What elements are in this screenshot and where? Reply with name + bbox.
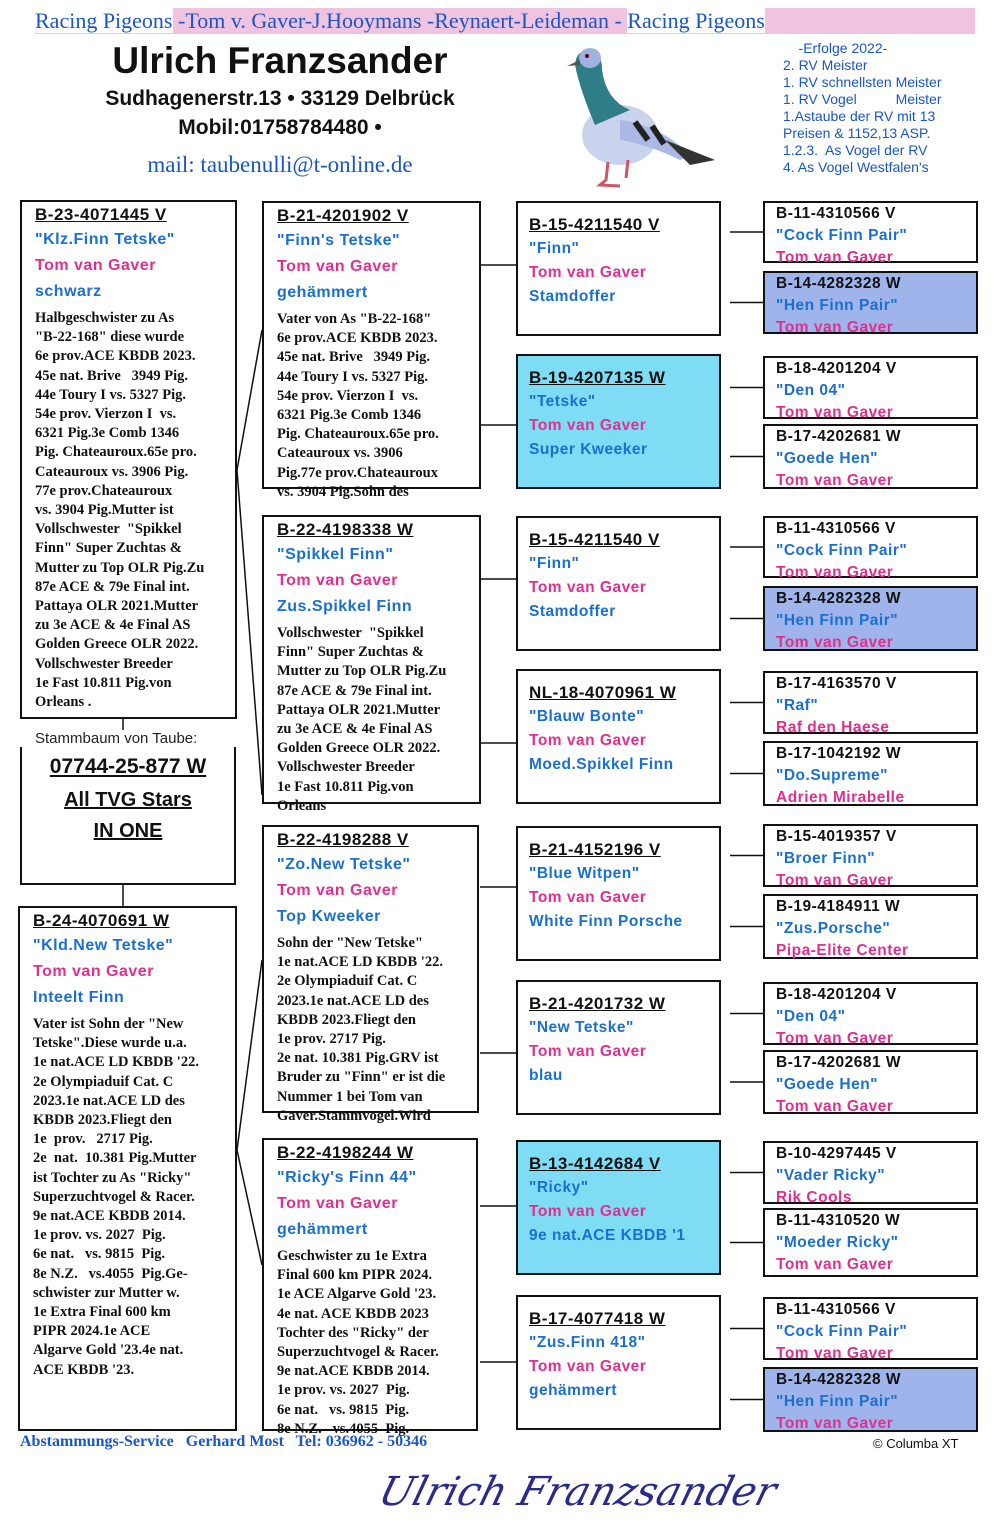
- pedigree-notes: Vollschwester "Spikkel Finn" Super Zuchtas & Mutter zu Top OLR Pig.Zu 87e ACE & 79e Final int. Pattaya OLR 2021.Mutter zu 3e ACE & 4e Final AS Golden Greece OLR 2022. Vollschwester Breeder 1e Fast 10.811 Pig.von Orleans: [277, 625, 447, 814]
- pedigree-card: [516, 669, 721, 804]
- pedigree-card: [763, 982, 978, 1045]
- pigeon-name: "Broer Finn": [776, 850, 876, 867]
- signature: [373, 1455, 785, 1530]
- pigeon-color: Inteelt Finn: [33, 989, 125, 1006]
- ring-number: B-17-4202681 W: [776, 428, 902, 445]
- breeder-name: Tom van Gaver: [776, 472, 894, 489]
- ring-number: B-18-4201204 V: [776, 986, 897, 1003]
- breeder-name: Tom van Gaver: [776, 404, 894, 421]
- breeder-name: Tom van Gaver: [529, 732, 647, 749]
- subject-label: Stammbaum von Taube:: [32, 730, 200, 747]
- pigeon-name: "Hen Finn Pair": [776, 297, 899, 314]
- pigeon-color: Zus.Spikkel Finn: [277, 598, 413, 615]
- pedigree-card: [262, 201, 481, 500]
- pigeon-name: "Goede Hen": [776, 450, 879, 467]
- pedigree-card: [763, 1367, 978, 1432]
- breeder-name: Tom van Gaver: [776, 1256, 894, 1273]
- pigeon-name: "New Tetske": [529, 1019, 634, 1036]
- breeder-name: Rik Cools: [776, 1189, 852, 1206]
- banner-right: Racing Pigeons: [627, 8, 765, 33]
- breeder-name: Adrien Mirabelle: [776, 789, 905, 806]
- copyright: © Columba XT: [873, 1436, 959, 1451]
- connector-line: [237, 330, 262, 470]
- breeder-name: Tom van Gaver: [776, 249, 894, 266]
- pedigree-notes: Vater ist Sohn der "New Tetske".Diese wurde u.a. 1e nat.ACE LD KBDB '22. 2e Olympiaduif Cat. C 2023.1e nat.ACE LD des KBDB 2023.Fliegt den 1e prov. 2717 Pig. 2e nat. 10.381 Pig.Mutter ist Tochter zu As "Ricky" Superzuchtvogel & Racer. 9e nat.ACE KBDB 2014. 1e prov. vs. 2027 Pig. 6e nat. vs. 9815 Pig. 8e N.Z. vs.4055 Pig.Ge- schwister zur Mutter w. 1e Extra Final 600 km PIPR 2024.1e ACE Algarve Gold '23.4e nat. ACE KBDB '23.: [33, 1016, 199, 1378]
- subject-box: [20, 747, 236, 885]
- ring-number: B-11-4310520 W: [776, 1212, 901, 1229]
- ring-number: B-11-4310566 V: [776, 205, 896, 222]
- subject-line2: IN ONE: [93, 820, 163, 842]
- ring-number: B-19-4184911 W: [776, 898, 901, 915]
- ring-number: B-18-4201204 V: [776, 360, 897, 377]
- pedigree-notes: Geschwister zu 1e Extra Final 600 km PIPR 2024. 1e ACE Algarve Gold '23. 4e nat. ACE KBDB 2023 Tochter des "Ricky" der Superzuchtvogel & Racer. 9e nat.ACE KBDB 2014. 1e prov. vs. 2027 Pig. 6e nat. vs. 9815 Pig. 8e N.Z. vs.4055 Pig.: [277, 1248, 439, 1437]
- pedigree-card: [516, 201, 721, 336]
- breeder-name: Tom van Gaver: [35, 257, 156, 274]
- ring-number: B-17-1042192 W: [776, 745, 902, 762]
- breeder-name: Tom van Gaver: [776, 564, 894, 581]
- ring-number: B-14-4282328 W: [776, 1371, 902, 1388]
- pedigree-card: [763, 516, 978, 581]
- pigeon-color: gehämmert: [277, 284, 368, 301]
- pigeon-name: "Blue Witpen": [529, 865, 640, 882]
- owner-mobile: Mobil:01758784480 •: [178, 116, 382, 139]
- breeder-name: Tom van Gaver: [277, 572, 398, 589]
- ring-number: B-24-4070691 W: [33, 911, 170, 930]
- pedigree-notes: Halbgeschwister zu As "B-22-168" diese wurde 6e prov.ACE KBDB 2023. 45e nat. Brive 3949 Pig. 44e Toury I vs. 5327 Pig. 54e prov. Vierzon I vs. 6321 Pig.3e Comb 1346 Pig. Chateauroux.65e pro. Cateauroux vs. 3906 Pig. 77e prov.Chateauroux vs. 3904 Pig.Mutter ist Vollschwester "Spikkel Finn" Super Zuchtas & Mutter zu Top OLR Pig.Zu 87e ACE & 79e Final int. Pattaya OLR 2021.Mutter zu 3e ACE & 4e Final AS Golden Greece OLR 2022. Vollschwester Breeder 1e Fast 10.811 Pig.von Orleans .: [35, 310, 205, 711]
- banner-middle: -Tom v. Gaver-J.Hooymans -Reynaert-Leideman -: [172, 8, 628, 33]
- ring-number: B-21-4201732 W: [529, 994, 666, 1013]
- pigeon-color: Top Kweeker: [277, 908, 381, 925]
- owner-name: Ulrich Franzsander: [112, 40, 448, 81]
- pedigree-card: [763, 424, 978, 489]
- pedigree-card: [516, 1140, 721, 1275]
- subject-line1: All TVG Stars: [64, 789, 192, 811]
- breeder-name: Tom van Gaver: [529, 1203, 647, 1220]
- pigeon-name: "Cock Finn Pair": [776, 227, 908, 244]
- ring-number: B-15-4211540 V: [529, 530, 660, 549]
- pigeon-name: "Kld.New Tetske": [33, 937, 174, 954]
- breeder-name: Tom van Gaver: [529, 1358, 647, 1375]
- pigeon-name: "Moeder Ricky": [776, 1234, 899, 1251]
- breeder-name: Tom van Gaver: [776, 1345, 894, 1362]
- pigeon-remark: blau: [529, 1067, 563, 1084]
- pigeon-name: "Finn": [529, 240, 580, 257]
- pedigree-card: [763, 1141, 978, 1204]
- pigeon-name: "Cock Finn Pair": [776, 1323, 908, 1340]
- pedigree-card: [262, 1138, 478, 1437]
- breeder-name: Tom van Gaver: [776, 872, 894, 889]
- pigeon-name: "Vader Ricky": [776, 1167, 886, 1184]
- ring-number: B-23-4071445 V: [35, 205, 167, 224]
- pedigree-card: [516, 980, 721, 1115]
- pigeon-name: "Spikkel Finn": [277, 546, 394, 563]
- pigeon-remark: Stamdoffer: [529, 288, 616, 305]
- breeder-name: Tom van Gaver: [33, 963, 154, 980]
- connector-line: [237, 960, 262, 1150]
- breeder-name: Raf den Haese: [776, 719, 890, 736]
- breeder-name: Tom van Gaver: [529, 579, 647, 596]
- pedigree-card: [763, 1208, 978, 1277]
- pigeon-remark: 9e nat.ACE KBDB '1: [529, 1227, 686, 1244]
- pigeon-name: "Raf": [776, 697, 819, 714]
- ring-number: B-17-4163570 V: [776, 675, 897, 692]
- ring-number: B-17-4202681 W: [776, 1054, 902, 1071]
- pigeon-name: "Goede Hen": [776, 1076, 879, 1093]
- pedigree-card: [763, 894, 978, 959]
- breeder-name: Tom van Gaver: [529, 889, 647, 906]
- achievements-list: -Erfolge 2022- 2. RV Meister 1. RV schnellsten Meister 1. RV Vogel Meister 1.Astaube der RV mit 13 Preisen & 1152,13 ASP. 1.2.3. As Vogel der RV 4. As Vogel Westfalen's: [783, 40, 942, 175]
- banner-left: Racing Pigeons: [35, 8, 173, 33]
- pedigree-card: [763, 1050, 978, 1114]
- breeder-name: Tom van Gaver: [529, 417, 647, 434]
- pedigree-card: [763, 201, 978, 266]
- subject-ring: 07744-25-877 W: [49, 755, 207, 778]
- breeder-name: Tom van Gaver: [776, 1415, 894, 1432]
- pigeon-name: "Zo.New Tetske": [277, 856, 411, 873]
- breeder-name: Tom van Gaver: [776, 1098, 894, 1115]
- ring-number: NL-18-4070961 W: [529, 683, 677, 702]
- pigeon-name: "Den 04": [776, 382, 846, 399]
- pigeon-name: "Hen Finn Pair": [776, 612, 899, 629]
- footer-service: Abstammungs-Service Gerhard Most Tel: 036962 - 50346: [20, 1433, 428, 1450]
- ring-number: B-21-4152196 V: [529, 840, 661, 859]
- breeder-name: Tom van Gaver: [529, 1043, 647, 1060]
- pedigree-card: [763, 586, 978, 651]
- pigeon-remark: White Finn Porsche: [529, 913, 683, 930]
- pigeon-name: "Klz.Finn Tetske": [35, 231, 175, 248]
- ring-number: B-15-4019357 V: [776, 828, 897, 845]
- owner-mail: mail: taubenulli@t-online.de: [147, 152, 413, 177]
- connector-line: [237, 470, 262, 795]
- pigeon-color: gehämmert: [277, 1221, 368, 1238]
- pedigree-card: [262, 515, 481, 814]
- pigeon-name: "Zus.Finn 418": [529, 1334, 646, 1351]
- ring-number: B-10-4297445 V: [776, 1145, 897, 1162]
- pedigree-card: [763, 1297, 978, 1360]
- pedigree-card: [763, 741, 978, 806]
- ring-number: B-21-4201902 V: [277, 206, 409, 225]
- pigeon-remark: gehämmert: [529, 1382, 618, 1399]
- pedigree-card: [763, 271, 978, 334]
- owner-address: Sudhagenerstr.13 • 33129 Delbrück: [105, 87, 455, 110]
- breeder-name: Tom van Gaver: [776, 634, 894, 651]
- pigeon-name: "Den 04": [776, 1008, 846, 1025]
- pedigree-card: [18, 906, 237, 1431]
- ring-number: B-22-4198244 W: [277, 1143, 414, 1162]
- pedigree-card: [262, 825, 479, 1124]
- breeder-name: Tom van Gaver: [776, 1030, 894, 1047]
- ring-number: B-11-4310566 V: [776, 1301, 896, 1318]
- pedigree-card: [20, 200, 237, 719]
- ring-number: B-17-4077418 W: [529, 1309, 666, 1328]
- pigeon-remark: Stamdoffer: [529, 603, 616, 620]
- breeder-name: Tom van Gaver: [776, 319, 894, 336]
- breeder-name: Tom van Gaver: [277, 1195, 398, 1212]
- pigeon-name: "Ricky": [529, 1179, 589, 1196]
- breeder-name: Pipa-Elite Center: [776, 942, 909, 959]
- ring-number: B-11-4310566 V: [776, 520, 896, 537]
- pedigree-card: [516, 1295, 721, 1430]
- breeder-name: Tom van Gaver: [277, 258, 398, 275]
- pigeon-name: "Ricky's Finn 44": [277, 1169, 417, 1186]
- pigeon-name: "Blauw Bonte": [529, 708, 645, 725]
- pigeon-name: "Zus.Porsche": [776, 920, 891, 937]
- pedigree-card: [516, 826, 721, 961]
- ring-number: B-22-4198288 V: [277, 830, 409, 849]
- pedigree-card: [516, 354, 721, 489]
- pigeon-color: schwarz: [35, 283, 102, 300]
- ring-number: B-14-4282328 W: [776, 590, 902, 607]
- pigeon-name: "Hen Finn Pair": [776, 1393, 899, 1410]
- pedigree-card: [763, 671, 978, 734]
- pigeon-name: "Finn": [529, 555, 580, 572]
- ring-number: B-14-4282328 W: [776, 275, 902, 292]
- ring-number: B-19-4207135 W: [529, 368, 666, 387]
- pedigree-notes: Vater von As "B-22-168" 6e prov.ACE KBDB 2023. 45e nat. Brive 3949 Pig. 44e Toury I vs. 5327 Pig. 54e prov. Vierzon I vs. 6321 Pig.3e Comb 1346 Pig. Chateauroux.65e pro. Cateauroux vs. 3906 Pig.77e prov.Chateauroux vs. 3904 Pig.Sohn des: [277, 311, 439, 500]
- pedigree-card: [763, 824, 978, 887]
- pedigree-card: [763, 356, 978, 419]
- breeder-name: Tom van Gaver: [529, 264, 647, 281]
- pigeon-remark: Super Kweeker: [529, 441, 648, 458]
- pedigree-notes: Sohn der "New Tetske" 1e nat.ACE LD KBDB '22. 2e Olympiaduif Cat. C 2023.1e nat.ACE LD des KBDB 2023.Fliegt den 1e prov. 2717 Pig. 2e nat. 10.381 Pig.GRV ist Bruder zu "Finn" er ist die Nummer 1 bei Tom van Gaver.Stammvogel.Wird: [277, 935, 446, 1124]
- pigeon-name: "Cock Finn Pair": [776, 542, 908, 559]
- ring-number: B-22-4198338 W: [277, 520, 414, 539]
- signature-text: Ulrich Franzsander: [373, 1467, 782, 1515]
- pedigree-card: [516, 516, 721, 651]
- pigeon-name: "Finn's Tetske": [277, 232, 401, 249]
- ring-number: B-13-4142684 V: [529, 1154, 661, 1173]
- pigeon-name: "Do.Supreme": [776, 767, 888, 784]
- connector-line: [237, 1150, 262, 1265]
- ring-number: B-15-4211540 V: [529, 215, 660, 234]
- pigeon-name: "Tetske": [529, 393, 596, 410]
- breeder-name: Tom van Gaver: [277, 882, 398, 899]
- pigeon-remark: Moed.Spikkel Finn: [529, 756, 674, 773]
